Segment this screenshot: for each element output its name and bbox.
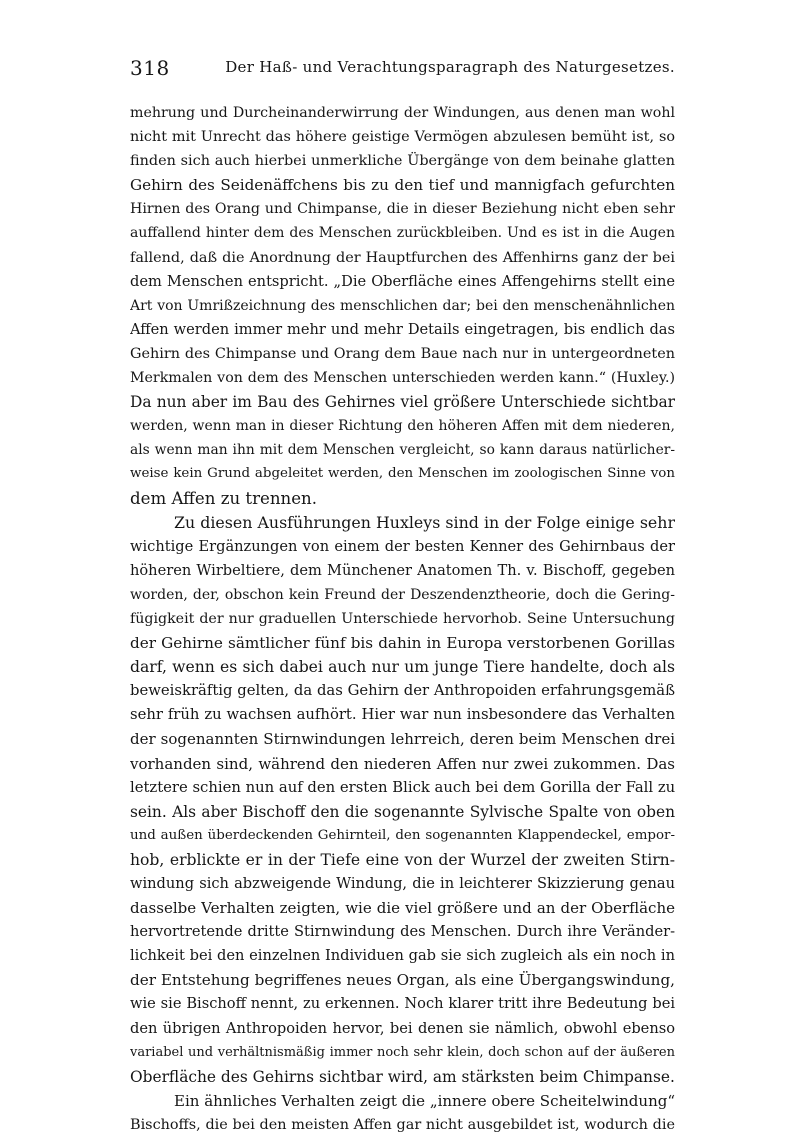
text-line: fügigkeit der nur graduellen Unterschiede hervorhob. Seine Untersuchung <box>130 610 675 627</box>
text-line: werden, wenn man in dieser Richtung den höheren Affen mit dem niederen, <box>130 418 675 435</box>
text-line: Ein ähnliches Verhalten zeigt die „innere obere Scheitelwindung“ <box>174 1091 675 1110</box>
text-line: Da nun aber im Bau des Gehirnes viel größere Unterschiede sichtbar <box>130 393 675 412</box>
running-title: Der Haß- und Verachtungsparagraph des Naturgesetzes. <box>225 58 675 76</box>
text-line: nicht mit Unrecht das höhere geistige Vermögen abzulesen bemüht ist, so <box>130 129 675 146</box>
text-line: auffallend hinter dem des Menschen zurückbleiben. Und es ist in die Augen <box>130 225 675 242</box>
text-line: letztere schien nun auf den ersten Blick auch bei dem Gorilla der Fall zu <box>130 778 675 796</box>
text-line: mehrung und Durcheinanderwirrung der Windungen, aus denen man wohl <box>130 105 675 121</box>
text-line: Bischoffs, die bei den meisten Affen gar nicht ausgebildet ist, wodurch die <box>130 1116 675 1133</box>
text-line: höheren Wirbeltiere, dem Münchener Anatomen Th. v. Bischoff, gegeben <box>130 561 675 579</box>
text-line: lichkeit bei den einzelnen Individuen gab sie sich zugleich als ein noch in <box>130 947 675 965</box>
text-line: variabel und verhältnismäßig immer noch sehr klein, doch schon auf der äußeren <box>130 1044 675 1060</box>
text-line: Gehirn des Chimpanse und Orang dem Baue nach nur in untergeordneten <box>130 345 675 362</box>
text-line: sehr früh zu wachsen aufhört. Hier war nun insbesondere das Verhalten <box>130 706 675 724</box>
text-line: Affen werden immer mehr und mehr Details eingetragen, bis endlich das <box>130 320 675 338</box>
text-line: dem Menschen entspricht. „Die Oberfläche eines Affengehirns stellt eine <box>130 272 675 290</box>
text-line: der Entstehung begriffenes neues Organ, als eine Übergangswindung, <box>130 971 675 990</box>
text-line: vorhanden sind, während den niederen Affen nur zwei zukommen. Das <box>130 754 675 773</box>
text-line: Hirnen des Orang und Chimpanse, die in dieser Beziehung nicht eben sehr <box>130 201 675 218</box>
body-text <box>130 101 675 1137</box>
text-line: dem Affen zu trennen. <box>130 488 317 508</box>
text-line: sein. Als aber Bischoff den die sogenannte Sylvische Spalte von oben <box>130 802 675 821</box>
text-line: weise kein Grund abgeleitet werden, den Menschen im zoologischen Sinne von <box>130 466 675 482</box>
text-line: dasselbe Verhalten zeigten, wie die viel größere und an der Oberfläche <box>130 899 675 918</box>
text-line: Zu diesen Ausführungen Huxleys sind in der Folge einige sehr <box>174 512 675 532</box>
text-line: finden sich auch hierbei unmerkliche Übergänge von dem beinahe glatten <box>130 153 675 170</box>
page-header <box>130 56 675 86</box>
text-line: hervortretende dritte Stirnwindung des Menschen. Durch ihre Veränder- <box>130 923 675 941</box>
text-line: Merkmalen von dem des Menschen unterschieden werden kann.“ (Huxley.) <box>130 370 675 387</box>
text-line: Gehirn des Seidenäffchens bis zu den tief und mannigfach gefurchten <box>130 176 675 195</box>
text-line: wie sie Bischoff nennt, zu erkennen. Noch klarer tritt ihre Bedeutung bei <box>130 995 675 1013</box>
text-line: windung sich abzweigende Windung, die in leichterer Skizzierung genau <box>130 875 675 892</box>
text-line: Art von Umrißzeichnung des menschlichen dar; bei den menschenähnlichen <box>130 297 675 314</box>
text-line: fallend, daß die Anordnung der Hauptfurchen des Affenhirns ganz der bei <box>130 249 675 266</box>
text-line: hob, erblickte er in der Tiefe eine von der Wurzel der zweiten Stirn- <box>130 850 675 869</box>
text-line: und außen überdeckenden Gehirnteil, den sogenannten Klappendeckel, empor- <box>130 827 675 843</box>
text-line: Oberfläche des Gehirns sichtbar wird, am stärksten beim Chimpanse. <box>130 1067 675 1086</box>
text-line: wichtige Ergänzungen von einem der besten Kenner des Gehirnbaus der <box>130 537 675 555</box>
text-line: der sogenannten Stirnwindungen lehrreich, deren beim Menschen drei <box>130 730 675 749</box>
text-line: worden, der, obschon kein Freund der Deszendenztheorie, doch die Gering- <box>130 586 675 603</box>
text-line: beweiskräftig gelten, da das Gehirn der Anthropoiden erfahrungsgemäß <box>130 682 675 700</box>
text-line: der Gehirne sämtlicher fünf bis dahin in Europa verstorbenen Gorillas <box>130 634 675 653</box>
text-line: den übrigen Anthropoiden hervor, bei denen sie nämlich, obwohl ebenso <box>130 1019 675 1037</box>
page-number: 318 <box>130 56 170 80</box>
text-line: darf, wenn es sich dabei auch nur um junge Tiere handelte, doch als <box>130 658 675 677</box>
text-line: als wenn man ihn mit dem Menschen vergleicht, so kann daraus natürlicher- <box>130 442 675 459</box>
